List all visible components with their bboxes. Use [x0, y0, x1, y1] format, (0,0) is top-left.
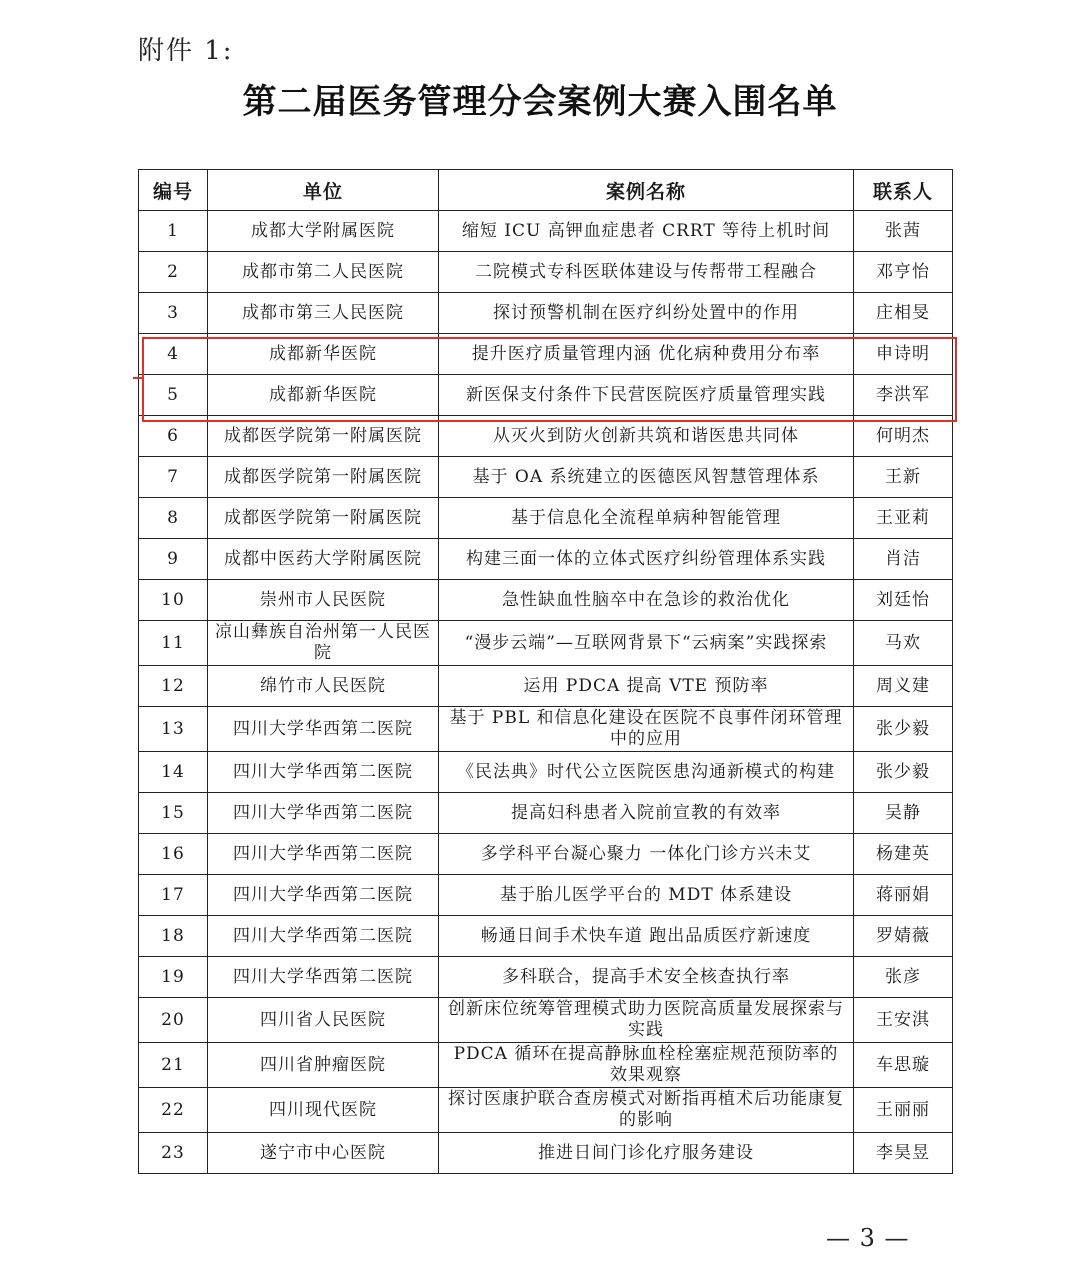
- cell-case: 创新床位统筹管理模式助力医院高质量发展探索与实践: [439, 998, 854, 1043]
- cell-unit: 四川大学华西第二医院: [208, 916, 439, 957]
- cell-unit: 四川大学华西第二医院: [208, 707, 439, 752]
- cell-contact: 王丽丽: [854, 1088, 953, 1133]
- header-no: 编号: [139, 170, 208, 211]
- document-title: 第二届医务管理分会案例大赛入围名单: [242, 82, 838, 122]
- cell-case: 从灭火到防火创新共筑和谐医患共同体: [439, 416, 854, 457]
- cell-contact: 肖洁: [854, 539, 953, 580]
- cell-case: 提升医疗质量管理内涵 优化病种费用分布率: [439, 334, 854, 375]
- cell-unit: 成都市第三人民医院: [208, 293, 439, 334]
- cell-unit: 成都医学院第一附属医院: [208, 498, 439, 539]
- cell-no: 4: [139, 334, 208, 375]
- cell-case: 探讨医康护联合查房模式对断指再植术后功能康复的影响: [439, 1088, 854, 1133]
- table-row: [139, 916, 953, 957]
- table-row: [139, 621, 953, 666]
- table-row: [139, 375, 953, 416]
- table-row: [139, 1043, 953, 1088]
- table-row: [139, 211, 953, 252]
- table-row: [139, 416, 953, 457]
- cell-unit: 成都大学附属医院: [208, 211, 439, 252]
- page-number: — 3 —: [826, 1224, 910, 1252]
- shortlist-table: [138, 169, 953, 1174]
- cell-case: 缩短 ICU 高钾血症患者 CRRT 等待上机时间: [439, 211, 854, 252]
- cell-no: 21: [139, 1043, 208, 1088]
- cell-no: 9: [139, 539, 208, 580]
- cell-unit: 崇州市人民医院: [208, 580, 439, 621]
- cell-no: 11: [139, 621, 208, 666]
- margin-mark: [133, 377, 142, 379]
- cell-no: 17: [139, 875, 208, 916]
- cell-unit: 凉山彝族自治州第一人民医院: [208, 621, 439, 666]
- cell-contact: 蒋丽娟: [854, 875, 953, 916]
- cell-contact: 杨建英: [854, 834, 953, 875]
- table-row: [139, 666, 953, 707]
- table-row: [139, 498, 953, 539]
- cell-contact: 张少毅: [854, 752, 953, 793]
- cell-unit: 四川大学华西第二医院: [208, 752, 439, 793]
- table-row: [139, 998, 953, 1043]
- table-row: [139, 793, 953, 834]
- cell-unit: 遂宁市中心医院: [208, 1133, 439, 1174]
- table-header-row: [139, 170, 953, 211]
- cell-no: 8: [139, 498, 208, 539]
- cell-no: 2: [139, 252, 208, 293]
- cell-case: 探讨预警机制在医疗纠纷处置中的作用: [439, 293, 854, 334]
- cell-case: “漫步云端”—互联网背景下“云病案”实践探索: [439, 621, 854, 666]
- cell-unit: 四川大学华西第二医院: [208, 834, 439, 875]
- cell-contact: 王安淇: [854, 998, 953, 1043]
- cell-unit: 四川大学华西第二医院: [208, 793, 439, 834]
- table-row: [139, 252, 953, 293]
- cell-no: 16: [139, 834, 208, 875]
- table-row: [139, 457, 953, 498]
- cell-case: 基于信息化全流程单病种智能管理: [439, 498, 854, 539]
- cell-contact: 邓亨怡: [854, 252, 953, 293]
- cell-contact: 王新: [854, 457, 953, 498]
- cell-case: 畅通日间手术快车道 跑出品质医疗新速度: [439, 916, 854, 957]
- cell-case: 基于胎儿医学平台的 MDT 体系建设: [439, 875, 854, 916]
- cell-case: PDCA 循环在提高静脉血栓栓塞症规范预防率的效果观察: [439, 1043, 854, 1088]
- cell-case: 二院模式专科医联体建设与传帮带工程融合: [439, 252, 854, 293]
- header-unit: 单位: [208, 170, 439, 211]
- cell-no: 12: [139, 666, 208, 707]
- table-row: [139, 707, 953, 752]
- cell-no: 18: [139, 916, 208, 957]
- cell-no: 3: [139, 293, 208, 334]
- cell-case: 基于 PBL 和信息化建设在医院不良事件闭环管理中的应用: [439, 707, 854, 752]
- cell-contact: 刘廷怡: [854, 580, 953, 621]
- cell-case: 基于 OA 系统建立的医德医风智慧管理体系: [439, 457, 854, 498]
- cell-no: 13: [139, 707, 208, 752]
- cell-case: 提高妇科患者入院前宣教的有效率: [439, 793, 854, 834]
- table-row: [139, 539, 953, 580]
- table-row: [139, 957, 953, 998]
- cell-case: 急性缺血性脑卒中在急诊的救治优化: [439, 580, 854, 621]
- cell-unit: 四川省肿瘤医院: [208, 1043, 439, 1088]
- attachment-label: 附件 1:: [138, 36, 234, 66]
- cell-unit: 成都新华医院: [208, 375, 439, 416]
- cell-contact: 李洪军: [854, 375, 953, 416]
- cell-case: 运用 PDCA 提高 VTE 预防率: [439, 666, 854, 707]
- cell-no: 23: [139, 1133, 208, 1174]
- table-row: [139, 334, 953, 375]
- cell-contact: 周义建: [854, 666, 953, 707]
- cell-contact: 何明杰: [854, 416, 953, 457]
- cell-contact: 马欢: [854, 621, 953, 666]
- cell-no: 20: [139, 998, 208, 1043]
- cell-case: 《民法典》时代公立医院医患沟通新模式的构建: [439, 752, 854, 793]
- table-row: [139, 1088, 953, 1133]
- table-row: [139, 293, 953, 334]
- cell-unit: 成都中医药大学附属医院: [208, 539, 439, 580]
- cell-no: 10: [139, 580, 208, 621]
- table-row: [139, 1133, 953, 1174]
- table-row: [139, 752, 953, 793]
- cell-case: 构建三面一体的立体式医疗纠纷管理体系实践: [439, 539, 854, 580]
- cell-no: 22: [139, 1088, 208, 1133]
- cell-case: 多科联合，提高手术安全核查执行率: [439, 957, 854, 998]
- cell-contact: 车思璇: [854, 1043, 953, 1088]
- cell-unit: 成都医学院第一附属医院: [208, 416, 439, 457]
- cell-unit: 四川省人民医院: [208, 998, 439, 1043]
- table-row: [139, 875, 953, 916]
- cell-no: 6: [139, 416, 208, 457]
- cell-contact: 张少毅: [854, 707, 953, 752]
- cell-unit: 四川现代医院: [208, 1088, 439, 1133]
- cell-contact: 罗婧薇: [854, 916, 953, 957]
- header-contact: 联系人: [854, 170, 953, 211]
- cell-case: 多学科平台凝心聚力 一体化门诊方兴未艾: [439, 834, 854, 875]
- cell-unit: 成都医学院第一附属医院: [208, 457, 439, 498]
- cell-contact: 李昊昱: [854, 1133, 953, 1174]
- table-row: [139, 834, 953, 875]
- cell-no: 15: [139, 793, 208, 834]
- cell-contact: 张彦: [854, 957, 953, 998]
- cell-case: 新医保支付条件下民营医院医疗质量管理实践: [439, 375, 854, 416]
- cell-unit: 成都新华医院: [208, 334, 439, 375]
- cell-unit: 成都市第二人民医院: [208, 252, 439, 293]
- cell-contact: 张茜: [854, 211, 953, 252]
- cell-contact: 庄相旻: [854, 293, 953, 334]
- table-row: [139, 580, 953, 621]
- cell-unit: 四川大学华西第二医院: [208, 957, 439, 998]
- cell-no: 7: [139, 457, 208, 498]
- cell-no: 1: [139, 211, 208, 252]
- cell-no: 14: [139, 752, 208, 793]
- cell-contact: 王亚莉: [854, 498, 953, 539]
- cell-contact: 申诗明: [854, 334, 953, 375]
- cell-case: 推进日间门诊化疗服务建设: [439, 1133, 854, 1174]
- cell-unit: 绵竹市人民医院: [208, 666, 439, 707]
- cell-no: 19: [139, 957, 208, 998]
- header-case: 案例名称: [439, 170, 854, 211]
- cell-unit: 四川大学华西第二医院: [208, 875, 439, 916]
- cell-no: 5: [139, 375, 208, 416]
- cell-contact: 吴静: [854, 793, 953, 834]
